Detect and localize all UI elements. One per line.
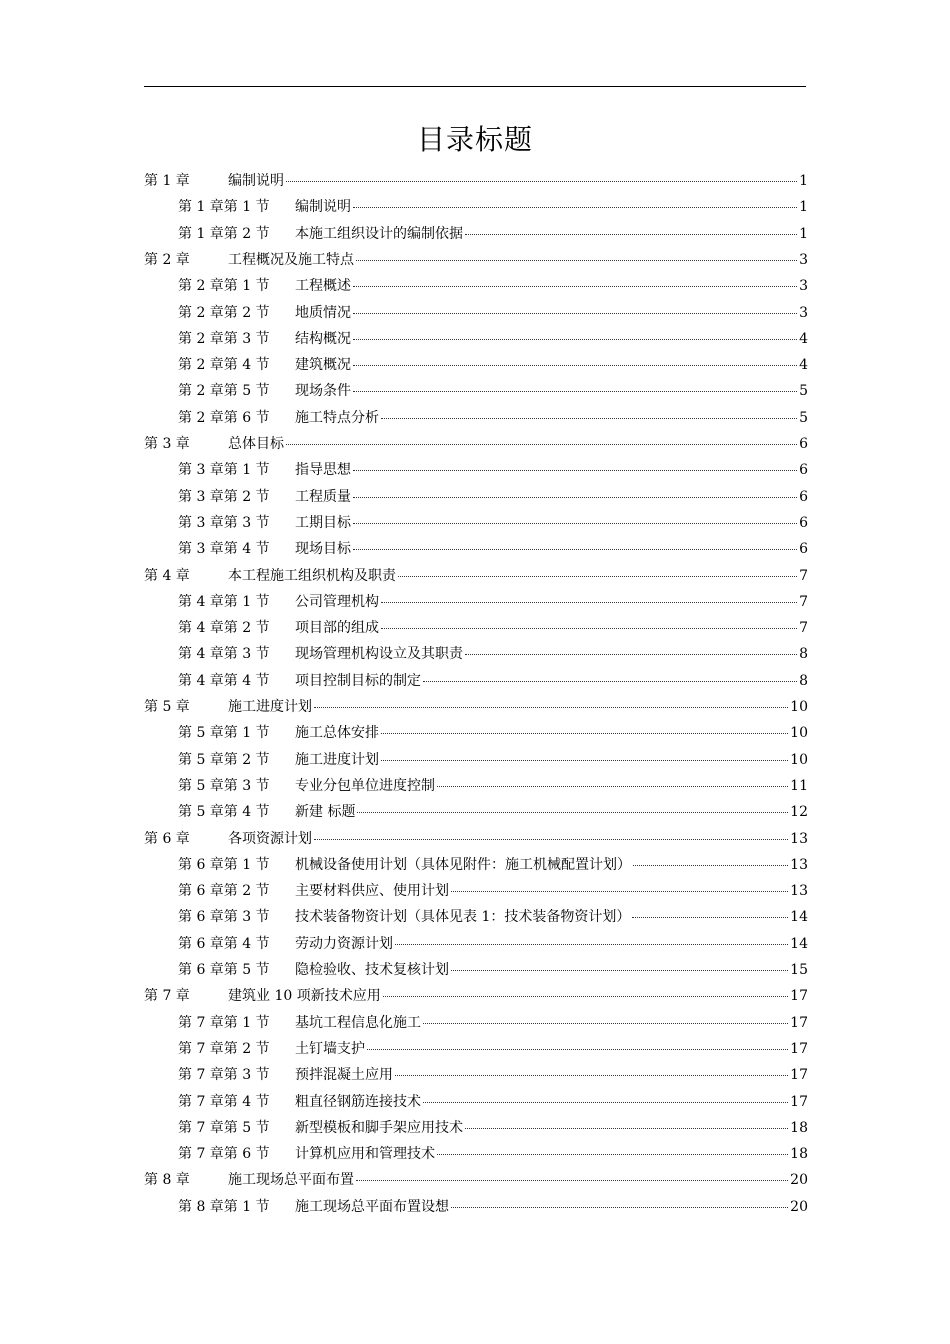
toc-entry-number: 第 2 章第 3 节: [178, 330, 270, 347]
toc-entry-number: 第 4 章第 4 节: [178, 672, 270, 689]
toc-page-number: 6: [799, 514, 808, 531]
toc-section-entry[interactable]: [178, 510, 808, 536]
toc-page-number: 13: [790, 830, 808, 847]
toc-dot-leader: [353, 548, 797, 550]
toc-entry-number: 第 7 章第 6 节: [178, 1146, 270, 1163]
toc-dot-leader: [381, 732, 788, 734]
toc-section-entry[interactable]: [178, 615, 808, 641]
toc-entry-number: 第 5 章第 4 节: [178, 804, 270, 821]
toc-dot-leader: [286, 443, 797, 445]
toc-entry-title: 施工进度计划: [228, 699, 312, 715]
toc-section-entry[interactable]: [178, 1194, 808, 1220]
toc-entry-title: 工程概况及施工特点: [228, 251, 354, 268]
toc-chapter-entry[interactable]: [144, 694, 808, 720]
toc-entry-number: 第 3 章第 3 节: [178, 514, 270, 531]
toc-entry-title: 编制说明: [228, 173, 284, 189]
toc-section-entry[interactable]: [178, 1089, 808, 1115]
toc-entry-title: 施工现场总平面布置: [228, 1172, 354, 1189]
toc-title: 目录标题: [416, 123, 533, 156]
toc-page-number: 14: [790, 909, 808, 926]
toc-page-number: 10: [790, 699, 808, 715]
toc-entry-title: 现场目标: [295, 541, 351, 558]
toc-entry-title: 施工进度计划: [295, 751, 379, 768]
toc-entry-number: 第 6 章第 1 节: [178, 856, 270, 873]
toc-section-entry[interactable]: [178, 668, 808, 694]
toc-dot-leader: [395, 943, 788, 945]
toc-section-entry[interactable]: [178, 1115, 808, 1141]
toc-section-entry[interactable]: [178, 457, 808, 483]
toc-section-entry[interactable]: [178, 747, 808, 773]
toc-page-number: 7: [799, 567, 808, 584]
toc-section-entry[interactable]: [178, 300, 808, 326]
toc-entry-number: 第 6 章第 4 节: [178, 935, 270, 952]
toc-entry-number: 第 6 章第 2 节: [178, 883, 270, 900]
toc-entry-title: 建筑业 10 项新技术应用: [228, 988, 381, 1005]
toc-entry-title: 地质情况: [295, 304, 351, 321]
toc-chapter-entry[interactable]: [144, 563, 808, 589]
toc-dot-leader: [353, 522, 797, 524]
toc-page-number: 6: [799, 462, 808, 479]
toc-entry-number: 第 1 章第 2 节: [178, 225, 270, 242]
toc-dot-leader: [286, 180, 797, 182]
toc-entry-number: 第 7 章第 4 节: [178, 1093, 270, 1110]
toc-entry-number: 第 1 章第 1 节: [178, 199, 270, 216]
toc-section-entry[interactable]: [178, 405, 808, 431]
toc-entry-title: 本施工组织设计的编制依据: [295, 225, 463, 242]
toc-page-number: 17: [790, 1093, 808, 1110]
toc-entry-number: 第 8 章第 1 节: [178, 1198, 270, 1215]
toc-page-number: 7: [799, 593, 808, 610]
toc-page-number: 10: [790, 751, 808, 768]
toc-dot-leader: [367, 1048, 788, 1050]
toc-dot-leader: [423, 1101, 788, 1103]
toc-page-number: 3: [799, 304, 808, 321]
toc-page-number: 17: [790, 988, 808, 1005]
toc-page-number: 20: [790, 1198, 808, 1215]
toc-entry-number: 第 2 章第 5 节: [178, 383, 270, 400]
toc-dot-leader: [356, 259, 797, 261]
toc-entry-title: 总体目标: [228, 436, 284, 452]
toc-chapter-entry[interactable]: [144, 983, 808, 1009]
toc-dot-leader: [357, 811, 788, 813]
toc-entry-number: 第 2 章: [144, 251, 190, 268]
toc-page-number: 10: [790, 725, 808, 742]
toc-entry-title: 本工程施工组织机构及职责: [228, 567, 396, 584]
toc-dot-leader: [423, 1022, 788, 1024]
toc-page-number: 14: [790, 935, 808, 952]
toc-dot-leader: [632, 916, 788, 918]
toc-page-number: 4: [799, 357, 808, 374]
toc-dot-leader: [633, 864, 788, 866]
toc-section-entry[interactable]: [178, 957, 808, 983]
toc-page-number: 1: [799, 173, 808, 189]
toc-entry-title: 现场管理机构设立及其职责: [295, 646, 463, 663]
toc-section-entry[interactable]: [178, 194, 808, 220]
toc-entry-number: 第 7 章第 3 节: [178, 1067, 270, 1084]
toc-dot-leader: [465, 1127, 788, 1129]
toc-chapter-entry[interactable]: [144, 168, 808, 194]
toc-entry-title: 各项资源计划: [228, 830, 312, 847]
toc-dot-leader: [465, 653, 797, 655]
toc-entry-title: 新建 标题: [295, 804, 356, 821]
toc-page-number: 15: [790, 962, 808, 978]
toc-dot-leader: [353, 469, 797, 471]
toc-entry-number: 第 3 章: [144, 436, 190, 452]
toc-entry-title: 建筑概况: [295, 357, 351, 374]
toc-section-entry[interactable]: [178, 484, 808, 510]
toc-page-number: 6: [799, 436, 808, 452]
toc-entry-title: 新型模板和脚手架应用技术: [295, 1119, 463, 1136]
toc-dot-leader: [437, 1153, 788, 1155]
toc-entry-title: 预拌混凝土应用: [295, 1067, 393, 1084]
toc-section-entry[interactable]: [178, 1036, 808, 1062]
toc-section-entry[interactable]: [178, 852, 808, 878]
toc-dot-leader: [395, 1074, 788, 1076]
toc-page-number: 13: [790, 856, 808, 873]
toc-dot-leader: [423, 680, 797, 682]
toc-dot-leader: [353, 390, 797, 392]
toc-page-number: 11: [790, 777, 808, 794]
toc-entry-number: 第 7 章第 1 节: [178, 1014, 270, 1031]
toc-entry-number: 第 2 章第 1 节: [178, 278, 270, 295]
toc-entry-number: 第 2 章第 2 节: [178, 304, 270, 321]
toc-section-entry[interactable]: [178, 273, 808, 299]
toc-entry-number: 第 7 章第 2 节: [178, 1040, 270, 1057]
toc-entry-title: 工程质量: [295, 488, 351, 505]
toc-dot-leader: [381, 417, 797, 419]
toc-section-entry[interactable]: [178, 352, 808, 378]
toc-chapter-entry[interactable]: [144, 431, 808, 457]
toc-page-number: 8: [799, 646, 808, 663]
toc-entry-number: 第 2 章第 4 节: [178, 357, 270, 374]
toc-dot-leader: [437, 785, 788, 787]
toc-dot-leader: [381, 601, 797, 603]
toc-section-entry[interactable]: [178, 1062, 808, 1088]
toc-page-number: 17: [790, 1014, 808, 1031]
toc-entry-title: 基坑工程信息化施工: [295, 1014, 421, 1031]
toc-page-number: 12: [790, 804, 808, 821]
toc-entry-title: 施工特点分析: [295, 409, 379, 426]
toc-section-entry[interactable]: [178, 1010, 808, 1036]
toc-entry-number: 第 4 章: [144, 567, 190, 584]
toc-page-number: 6: [799, 488, 808, 505]
toc-entry-title: 编制说明: [295, 199, 351, 216]
toc-entry-number: 第 3 章第 1 节: [178, 462, 270, 479]
toc-entry-number: 第 6 章第 5 节: [178, 962, 270, 978]
toc-page-number: 5: [799, 409, 808, 426]
toc-entry-number: 第 5 章第 2 节: [178, 751, 270, 768]
toc-entry-number: 第 4 章第 3 节: [178, 646, 270, 663]
toc-page-number: 1: [799, 199, 808, 216]
toc-entry-number: 第 4 章第 1 节: [178, 593, 270, 610]
toc-page-number: 20: [790, 1172, 808, 1189]
toc-entry-title: 土钉墙支护: [295, 1040, 365, 1057]
toc-page-number: 8: [799, 672, 808, 689]
toc-entry-title: 工程概述: [295, 278, 351, 295]
toc-chapter-entry[interactable]: [144, 1167, 808, 1193]
toc-entry-title: 工期目标: [295, 514, 351, 531]
toc-chapter-entry[interactable]: [144, 247, 808, 273]
toc-dot-leader: [383, 995, 788, 997]
toc-dot-leader: [381, 627, 797, 629]
toc-entry-number: 第 4 章第 2 节: [178, 620, 270, 637]
toc-entry-title: 隐检验收、技术复核计划: [295, 962, 449, 978]
toc-entry-title: 公司管理机构: [295, 593, 379, 610]
toc-entry-title: 施工现场总平面布置设想: [295, 1198, 449, 1215]
toc-chapter-entry[interactable]: [144, 826, 808, 852]
toc-entry-title: 施工总体安排: [295, 725, 379, 742]
toc-page-number: 4: [799, 330, 808, 347]
toc-entry-number: 第 3 章第 4 节: [178, 541, 270, 558]
toc-section-entry[interactable]: [178, 326, 808, 352]
toc-dot-leader: [353, 206, 797, 208]
toc-dot-leader: [314, 838, 788, 840]
toc-page-number: 7: [799, 620, 808, 637]
toc-page-number: 1: [799, 225, 808, 242]
toc-section-entry[interactable]: [178, 799, 808, 825]
toc-entry-number: 第 1 章: [144, 173, 190, 189]
toc-section-entry[interactable]: [178, 536, 808, 562]
toc-section-entry[interactable]: [178, 878, 808, 904]
toc-dot-leader: [353, 312, 797, 314]
toc-section-entry[interactable]: [178, 931, 808, 957]
toc-entry-title: 技术装备物资计划（具体见表 1：技术装备物资计划）: [295, 909, 631, 926]
toc-entry-title: 机械设备使用计划（具体见附件：施工机械配置计划）: [295, 856, 631, 873]
toc-entry-number: 第 6 章第 3 节: [178, 909, 270, 926]
toc-page-number: 17: [790, 1040, 808, 1057]
toc-page-number: 13: [790, 883, 808, 900]
toc-dot-leader: [353, 364, 797, 366]
toc-section-entry[interactable]: [178, 221, 808, 247]
toc-section-entry[interactable]: [178, 641, 808, 667]
toc-entry-number: 第 3 章第 2 节: [178, 488, 270, 505]
toc-entry-number: 第 5 章: [144, 699, 190, 715]
toc-entry-title: 项目控制目标的制定: [295, 672, 421, 689]
toc-entry-title: 主要材料供应、使用计划: [295, 883, 449, 900]
toc-dot-leader: [353, 338, 797, 340]
toc-entry-number: 第 7 章第 5 节: [178, 1119, 270, 1136]
toc-entry-number: 第 7 章: [144, 988, 190, 1005]
toc-entry-title: 粗直径钢筋连接技术: [295, 1093, 421, 1110]
toc-entry-title: 现场条件: [295, 383, 351, 400]
toc-page-number: 18: [790, 1146, 808, 1163]
header-rule: [144, 86, 806, 87]
toc-entry-title: 项目部的组成: [295, 620, 379, 637]
toc-page-number: 6: [799, 541, 808, 558]
toc-entry-title: 指导思想: [295, 462, 351, 479]
toc-dot-leader: [353, 285, 797, 287]
toc-dot-leader: [465, 233, 797, 235]
toc-dot-leader: [451, 1206, 788, 1208]
toc-section-entry[interactable]: [178, 378, 808, 404]
toc-section-entry[interactable]: [178, 904, 808, 930]
toc-page-number: 5: [799, 383, 808, 400]
toc-section-entry[interactable]: [178, 1141, 808, 1167]
toc-section-entry[interactable]: [178, 773, 808, 799]
toc-page-number: 18: [790, 1119, 808, 1136]
toc-dot-leader: [356, 1179, 788, 1181]
toc-entry-number: 第 8 章: [144, 1172, 190, 1189]
toc-entry-title: 专业分包单位进度控制: [295, 777, 435, 794]
toc-page-number: 3: [799, 278, 808, 295]
toc-entry-title: 计算机应用和管理技术: [295, 1146, 435, 1163]
toc-section-entry[interactable]: [178, 589, 808, 615]
toc-dot-leader: [314, 706, 788, 708]
toc-dot-leader: [451, 890, 788, 892]
toc-entry-number: 第 6 章: [144, 830, 190, 847]
toc-dot-leader: [451, 969, 788, 971]
toc-page-number: 17: [790, 1067, 808, 1084]
toc-entry-title: 劳动力资源计划: [295, 935, 393, 952]
toc-entry-title: 结构概况: [295, 330, 351, 347]
toc-dot-leader: [353, 496, 797, 498]
toc-section-entry[interactable]: [178, 720, 808, 746]
toc-entry-number: 第 5 章第 1 节: [178, 725, 270, 742]
toc-page-number: 3: [799, 251, 808, 268]
toc-entry-number: 第 2 章第 6 节: [178, 409, 270, 426]
toc-dot-leader: [381, 759, 788, 761]
toc-dot-leader: [398, 575, 797, 577]
toc-entry-number: 第 5 章第 3 节: [178, 777, 270, 794]
